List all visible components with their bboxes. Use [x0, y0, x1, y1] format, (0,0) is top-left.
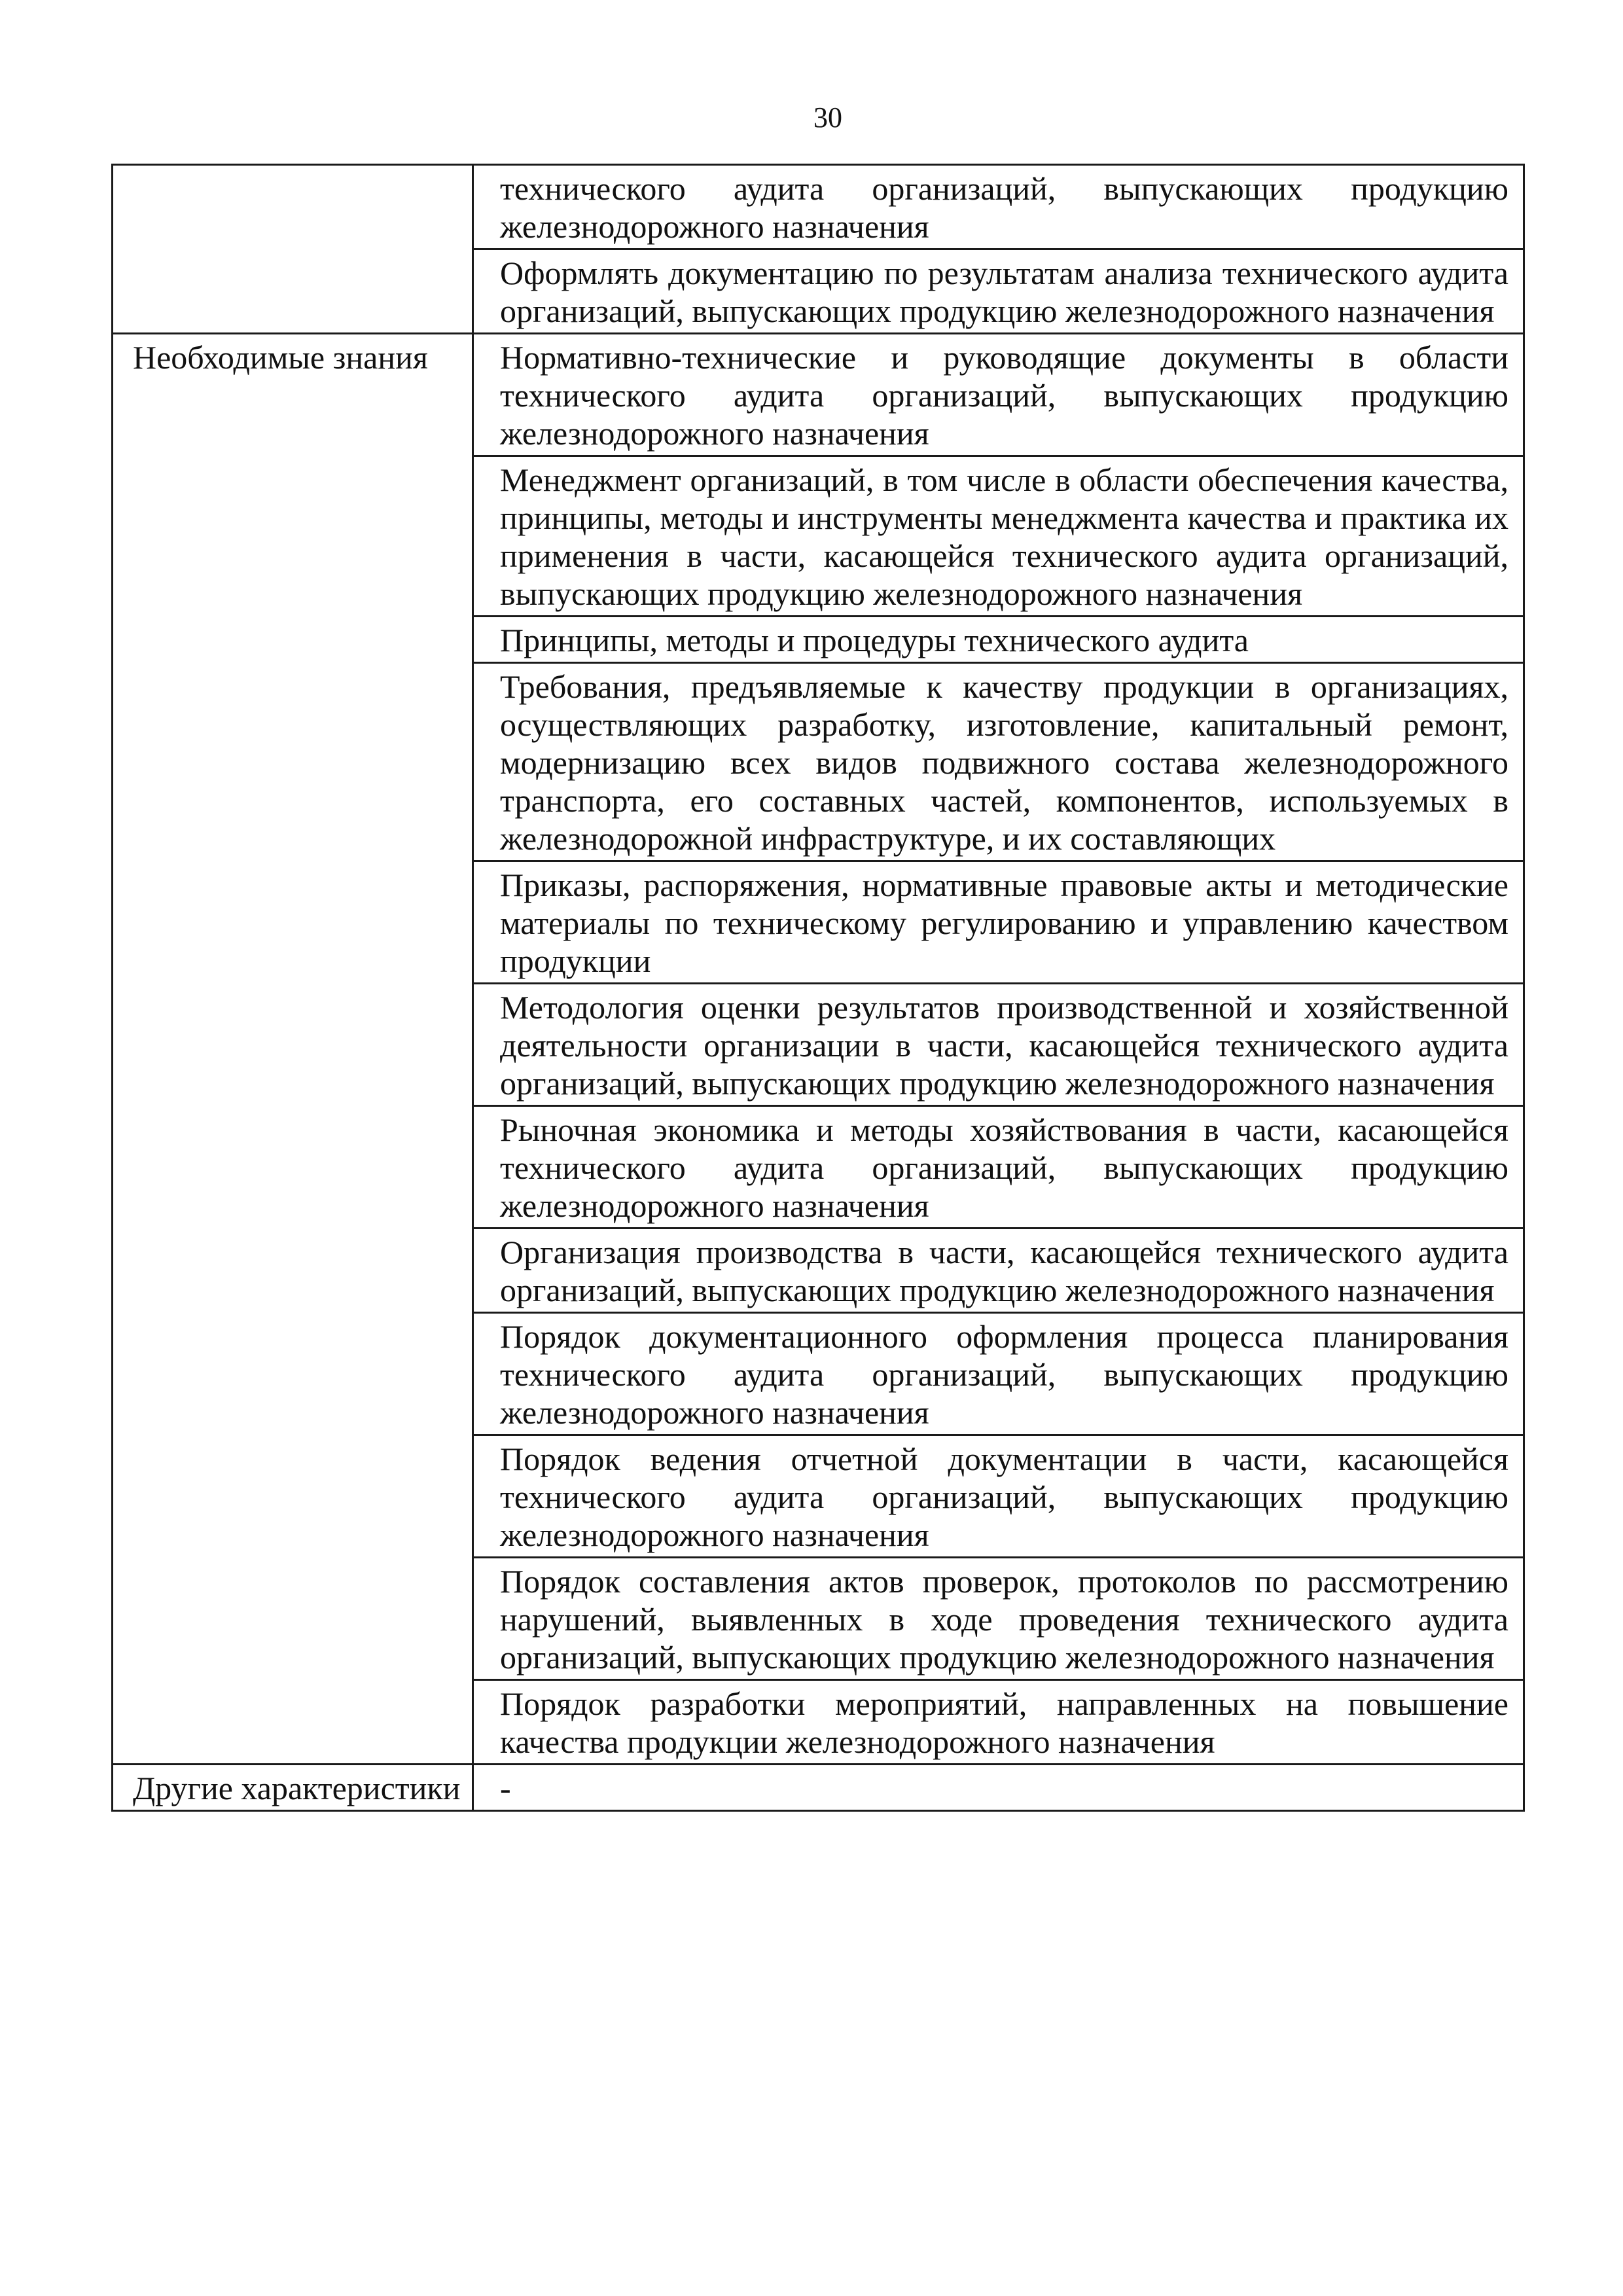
cell-text: Рыночная экономика и методы хозяйствования в части, касающейся технического аудита организаций, выпускающих продукцию железнодорожного назначения — [500, 1111, 1508, 1224]
cell-text: Приказы, распоряжения, нормативные правовые акты и методические материалы по техническому регулированию и управлению качеством продукции — [500, 867, 1508, 979]
table-cell — [473, 456, 1524, 617]
table-cell — [473, 334, 1524, 456]
table-cell — [473, 1106, 1524, 1229]
cell-text: Порядок составления актов проверок, протоколов по рассмотрению нарушений, выявленных в ходе проведения технического аудита организаций, выпускающих продукцию железнодорожного назначения — [500, 1563, 1508, 1676]
cell-text: Требования, предъявляемые к качеству продукции в организациях, осуществляющих разработку, изготовление, капитальный ремонт, модернизацию всех видов подвижного состава железнодорожного транспорта, его составных частей, компонентов, используемых в железнодорожной инфраструктуре, и их составляющих — [500, 668, 1508, 857]
cell-text: Оформлять документацию по результатам анализа технического аудита организаций, выпускающих продукцию железнодорожного назначения — [500, 255, 1508, 329]
page-number: 30 — [813, 101, 842, 134]
row-label: Другие характеристики — [133, 1770, 461, 1806]
table-cell — [473, 617, 1524, 663]
cell-text: Порядок ведения отчетной документации в части, касающейся технического аудита организаций, выпускающих продукцию железнодорожного назначения — [500, 1441, 1508, 1553]
cell-text: Порядок разработки мероприятий, направленных на повышение качества продукции железнодорожного назначения — [500, 1685, 1508, 1760]
cell-text: Принципы, методы и процедуры технического аудита — [500, 622, 1249, 658]
cell-text: Порядок документационного оформления процесса планирования технического аудита организаций, выпускающих продукцию железнодорожного назначения — [500, 1318, 1508, 1431]
table-cell — [473, 165, 1524, 249]
table-cell — [473, 861, 1524, 984]
row-label: Необходимые знания — [133, 339, 428, 376]
table-cell — [473, 1435, 1524, 1558]
table-row — [113, 334, 1524, 456]
table-row — [113, 165, 1524, 249]
row-label-cell — [113, 165, 473, 334]
cell-text: Методология оценки результатов производственной и хозяйственной деятельности организации в части, касающейся технического аудита организаций, выпускающих продукцию железнодорожного назначения — [500, 989, 1508, 1102]
cell-text: Менеджмент организаций, в том числе в области обеспечения качества, принципы, методы и инструменты менеджмента качества и практика их применения в части, касающейся технического аудита организаций, выпускающих продукцию железнодорожного назначения — [500, 461, 1508, 612]
table-cell — [473, 663, 1524, 861]
row-label-cell — [113, 1765, 473, 1811]
table-cell — [473, 1558, 1524, 1680]
row-label-cell — [113, 334, 473, 1765]
cell-text: технического аудита организаций, выпускающих продукцию железнодорожного назначения — [500, 170, 1508, 245]
cell-text: - — [500, 1770, 511, 1806]
table-cell — [473, 1229, 1524, 1313]
cell-text: Нормативно-технические и руководящие документы в области технического аудита организаций, выпускающих продукцию железнодорожного назначения — [500, 339, 1508, 452]
table-row — [113, 1765, 1524, 1811]
table-cell — [473, 1313, 1524, 1435]
table-cell — [473, 249, 1524, 334]
table-cell — [473, 984, 1524, 1106]
competency-table — [111, 164, 1525, 1812]
cell-text: Организация производства в части, касающейся технического аудита организаций, выпускающих продукцию железнодорожного назначения — [500, 1234, 1508, 1308]
table-cell — [473, 1680, 1524, 1765]
table-cell — [473, 1765, 1524, 1811]
